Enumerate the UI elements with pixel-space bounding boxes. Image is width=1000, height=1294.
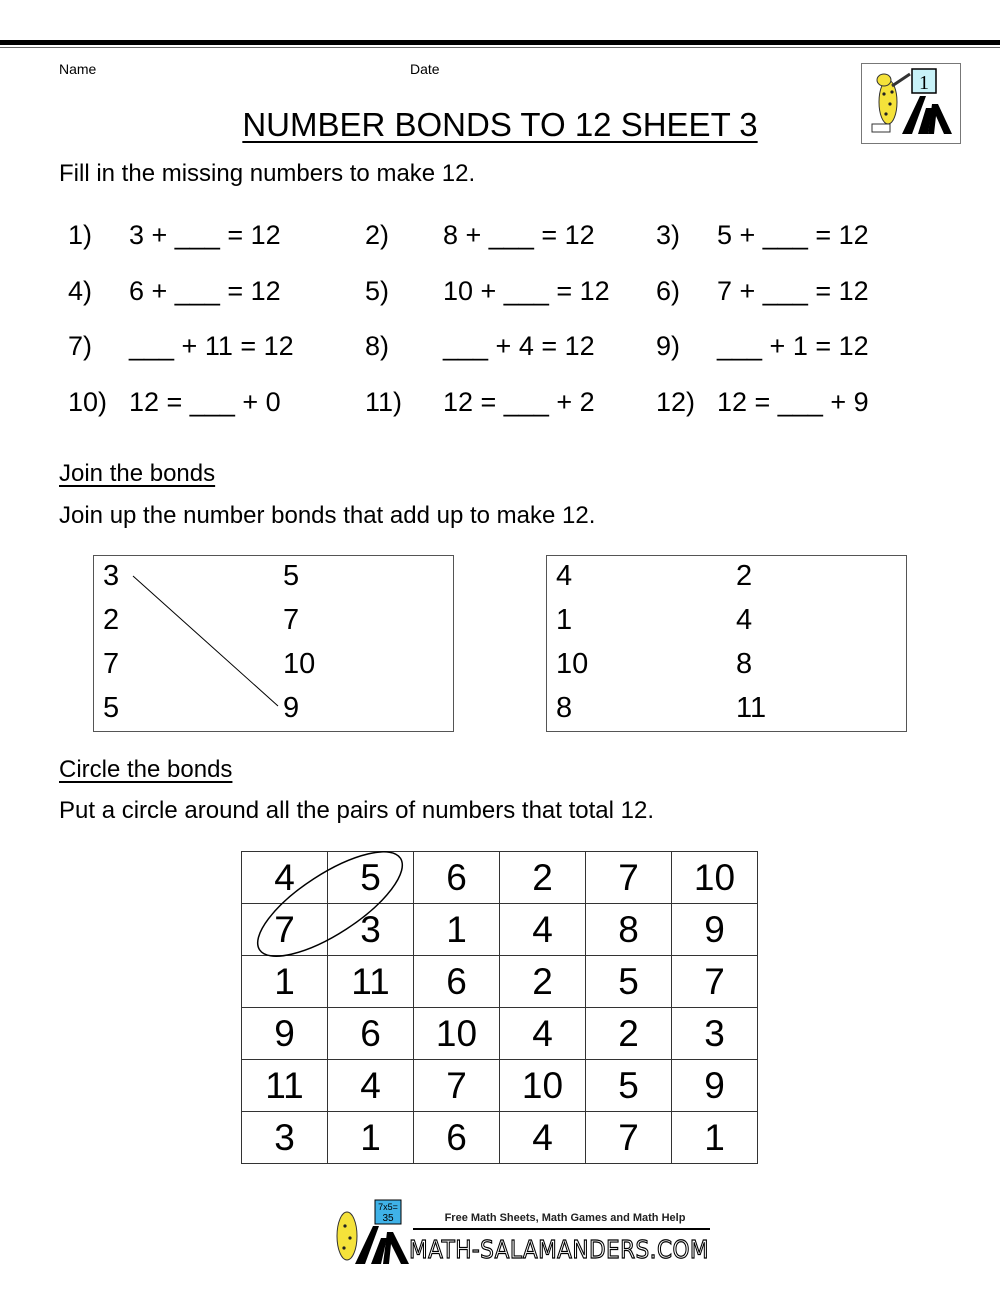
question-number: 2) [365,220,390,250]
question-expression: 6 + ___ = 12 [129,276,281,306]
grid-cell[interactable]: 4 [500,1008,586,1060]
fill-instruction: Fill in the missing numbers to make 12. [59,160,476,187]
footer-badge-line1: 7x5= [378,1202,398,1212]
grid-cell[interactable]: 9 [672,1060,758,1112]
grid-cell[interactable]: 4 [500,904,586,956]
grid-cell[interactable]: 7 [242,904,328,956]
grid-cell[interactable]: 3 [672,1008,758,1060]
question-expression: ___ + 1 = 12 [717,331,869,361]
join-line [94,556,455,733]
grid-cell[interactable]: 11 [328,956,414,1008]
grid-cell[interactable]: 5 [586,1060,672,1112]
grid-cell[interactable]: 9 [242,1008,328,1060]
grid-cell[interactable]: 3 [242,1112,328,1164]
question-number: 7) [68,331,93,361]
grid-cell[interactable]: 7 [586,852,672,904]
grid-row [242,1008,758,1060]
bond-right[interactable]: 4 [736,604,753,636]
grid-cell[interactable]: 10 [414,1008,500,1060]
grid-cell[interactable]: 7 [586,1112,672,1164]
grid-cell[interactable]: 2 [500,956,586,1008]
question-expression: 7 + ___ = 12 [717,276,869,306]
bond-left[interactable]: 3 [103,560,120,592]
join-heading: Join the bonds [59,460,216,487]
page-title: NUMBER BONDS TO 12 SHEET 3 [242,106,758,143]
join-instruction: Join up the number bonds that add up to make 12. [59,502,596,529]
grid-row [242,1060,758,1112]
question-number: 1) [68,220,93,250]
grid-cell[interactable]: 1 [328,1112,414,1164]
join-box-2 [546,555,907,732]
date-label: Date [410,61,440,77]
question-number: 12) [656,387,696,417]
grid-cell[interactable]: 10 [500,1060,586,1112]
question-number: 5) [365,276,390,306]
question-expression: 12 = ___ + 0 [129,387,281,417]
grid-cell[interactable]: 3 [328,904,414,956]
bond-left[interactable]: 7 [103,648,120,680]
top-rule-thin [0,47,1000,48]
circle-instruction: Put a circle around all the pairs of numbers that total 12. [59,797,654,824]
grid-cell[interactable]: 10 [672,852,758,904]
question-expression: ___ + 11 = 12 [129,331,294,361]
grid-row [242,852,758,904]
grid-cell[interactable]: 11 [242,1060,328,1112]
footer-tagline: Free Math Sheets, Math Games and Math Help [444,1212,686,1224]
bond-right[interactable]: 2 [736,560,753,592]
bond-right[interactable]: 8 [736,648,753,680]
question-expression: 3 + ___ = 12 [129,220,281,250]
question-number: 6) [656,276,681,306]
bond-right[interactable]: 7 [283,604,300,636]
grid-cell[interactable]: 2 [586,1008,672,1060]
grid-cell[interactable]: 5 [328,852,414,904]
question-expression: ___ + 4 = 12 [443,331,595,361]
footer-badge-line2: 35 [382,1213,394,1224]
grid-row [242,1112,758,1164]
grid-cell[interactable]: 4 [328,1060,414,1112]
bond-left[interactable]: 2 [103,604,120,636]
grid-cell[interactable]: 1 [414,904,500,956]
question-expression: 12 = ___ + 9 [717,387,869,417]
bond-left[interactable]: 5 [103,692,120,724]
question-number: 8) [365,331,390,361]
number-grid [241,851,758,1164]
grid-cell[interactable]: 4 [242,852,328,904]
question-expression: 10 + ___ = 12 [443,276,610,306]
grid-cell[interactable]: 7 [672,956,758,1008]
grid-cell[interactable]: 1 [242,956,328,1008]
bond-left[interactable]: 8 [556,692,573,724]
grid-cell[interactable]: 1 [672,1112,758,1164]
question-number: 11) [365,387,403,417]
question-number: 3) [656,220,681,250]
salamander-logo [861,63,961,144]
bond-left[interactable]: 1 [556,604,573,636]
grid-cell[interactable]: 6 [328,1008,414,1060]
grid-cell[interactable]: 6 [414,956,500,1008]
question-expression: 5 + ___ = 12 [717,220,869,250]
question-number: 9) [656,331,681,361]
grid-row [242,956,758,1008]
grid-cell[interactable]: 7 [414,1060,500,1112]
grid-row [242,904,758,956]
bond-right[interactable]: 11 [736,692,767,724]
grid-cell[interactable]: 9 [672,904,758,956]
grid-cell[interactable]: 5 [586,956,672,1008]
top-rule [0,40,1000,45]
question-number: 10) [68,387,108,417]
bond-right[interactable]: 9 [283,692,300,724]
grid-cell[interactable]: 6 [414,852,500,904]
bond-left[interactable]: 4 [556,560,573,592]
grid-cell[interactable]: 8 [586,904,672,956]
name-label: Name [59,61,97,77]
grid-cell[interactable]: 4 [500,1112,586,1164]
bond-right[interactable]: 10 [283,648,316,680]
grid-cell[interactable]: 2 [500,852,586,904]
grid-cell[interactable]: 6 [414,1112,500,1164]
bond-right[interactable]: 5 [283,560,300,592]
question-expression: 12 = ___ + 2 [443,387,595,417]
join-box-1 [93,555,454,732]
question-expression: 8 + ___ = 12 [443,220,595,250]
footer-site-name: MATH-SALAMANDERS.COM [409,1235,709,1264]
circle-heading: Circle the bonds [59,756,233,783]
logo-badge: 1 [919,72,929,94]
question-number: 4) [68,276,93,306]
footer-logo [325,1198,715,1268]
bond-left[interactable]: 10 [556,648,589,680]
